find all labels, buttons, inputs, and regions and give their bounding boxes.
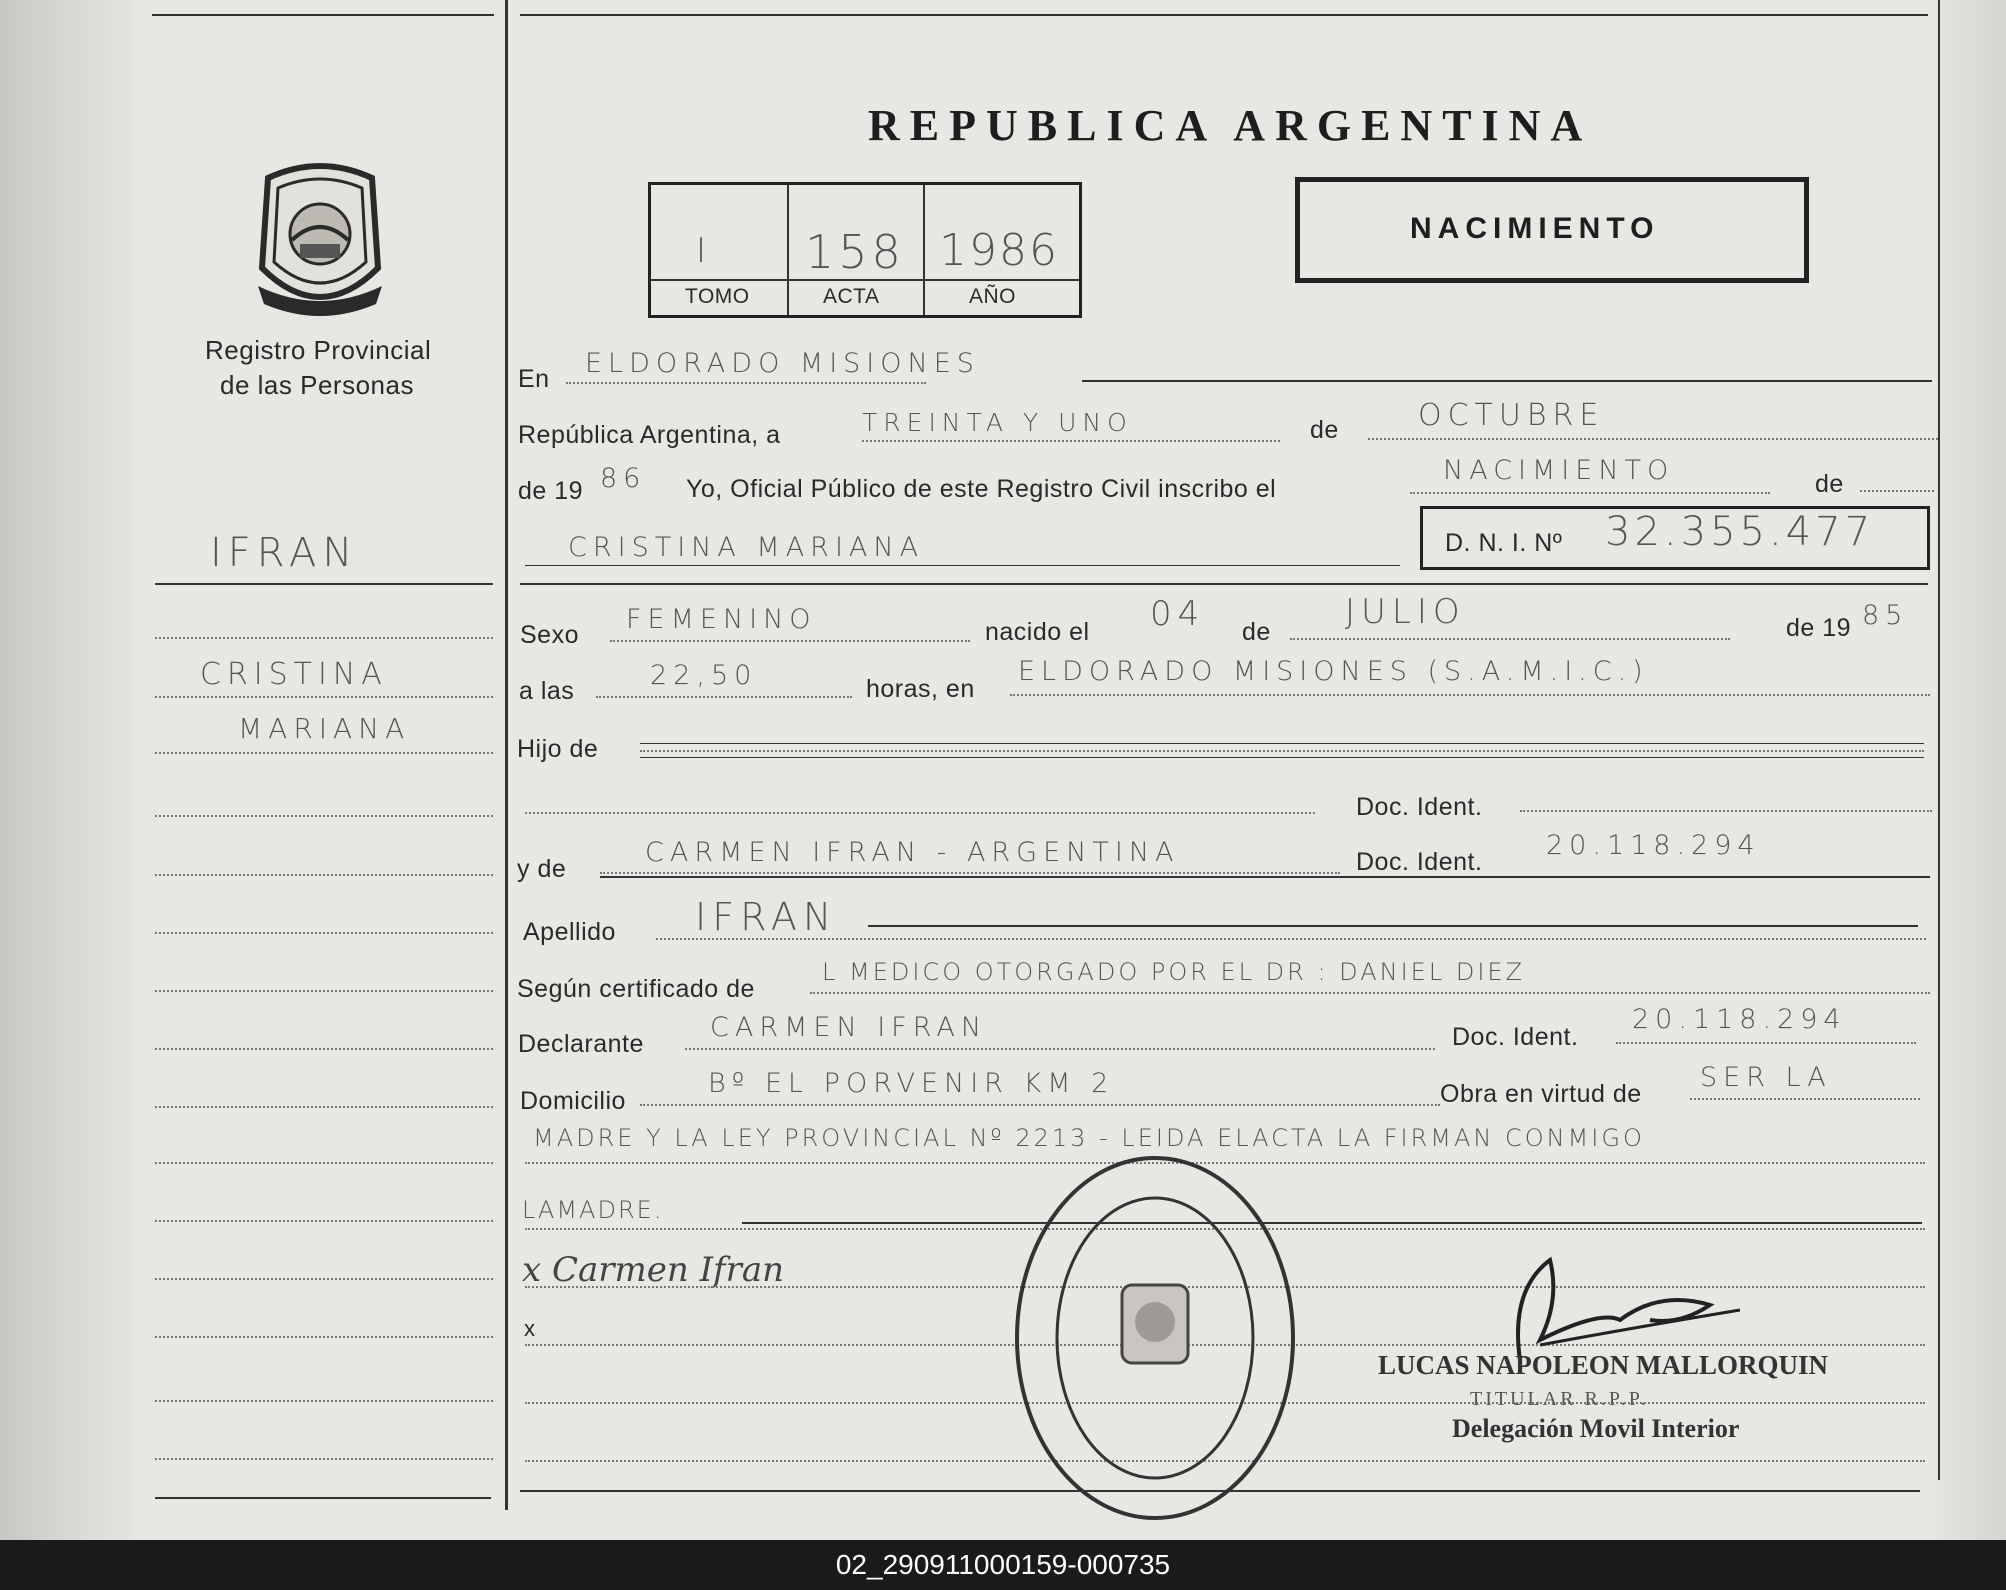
- de-label-2: de: [1815, 470, 1844, 498]
- registry-office-line1: Registro Provincial: [205, 335, 432, 365]
- de19-label-2: de 19: [1786, 614, 1852, 642]
- margin-surname: IFRAN: [210, 530, 359, 576]
- apellido-value: IFRAN: [695, 895, 838, 939]
- binding-gutter: [0, 0, 135, 1540]
- registry-stamp: [1010, 1150, 1300, 1525]
- mother-doc: 20.118.294: [1546, 830, 1761, 861]
- hour-value: 22,50: [650, 660, 758, 691]
- mother-name: CARMEN IFRAN - ARGENTINA: [645, 837, 1180, 868]
- day-value: TREINTA Y UNO: [862, 408, 1133, 437]
- obra-continuation-1: MADRE Y LA LEY PROVINCIAL Nº 2213 - LEIDA ELACTA LA FIRMAN CONMIGO: [533, 1124, 1645, 1152]
- anio-label: AÑO: [969, 285, 1017, 308]
- doc-ident-label-3: Doc. Ident.: [1452, 1023, 1579, 1051]
- oficial-label: Yo, Oficial Público de este Registro Civil inscribo el: [686, 475, 1277, 503]
- dni-box: [1420, 506, 1930, 570]
- segun-label: Según certificado de: [517, 975, 755, 1003]
- de-label-1: de: [1310, 416, 1339, 444]
- sexo-value: FEMENINO: [626, 604, 817, 635]
- apellido-label: Apellido: [523, 918, 616, 946]
- province-seal: [248, 158, 392, 318]
- anio-value: 1986: [939, 225, 1059, 276]
- tomo-label: TOMO: [685, 285, 750, 308]
- doc-ident-label-2: Doc. Ident.: [1356, 848, 1483, 876]
- country-title: REPUBLICA ARGENTINA: [868, 101, 1593, 150]
- doc-ident-label-1: Doc. Ident.: [1356, 793, 1483, 821]
- birth-month: JULIO: [1345, 592, 1466, 632]
- obra-value: SER LA: [1700, 1062, 1832, 1093]
- sexo-label: Sexo: [520, 621, 579, 649]
- de-label-3: de: [1242, 618, 1271, 646]
- official-title: TITULAR R.P.P.: [1470, 1388, 1649, 1410]
- margin-name-1: CRISTINA: [200, 657, 388, 692]
- tomo-value: I: [696, 231, 713, 271]
- de19-label: de 19: [518, 477, 584, 505]
- republica-label: República Argentina, a: [518, 421, 781, 449]
- year-value: 86: [600, 463, 647, 494]
- dni-label: D. N. I. Nº: [1445, 529, 1563, 557]
- domicilio-label: Domicilio: [520, 1087, 626, 1115]
- document-type-box: [1295, 177, 1809, 283]
- dni-value: 32.355.477: [1605, 509, 1875, 555]
- obra-label: Obra en virtud de: [1440, 1080, 1642, 1108]
- mother-signature: x Carmen Ifran: [522, 1250, 785, 1290]
- column-divider: [505, 0, 508, 1510]
- acta-label: ACTA: [823, 285, 880, 308]
- registry-box: [648, 182, 1082, 318]
- obra-continuation-2: LAMADRE.: [522, 1196, 664, 1224]
- margin-name-2: MARIANA: [238, 712, 411, 745]
- official-name: LUCAS NAPOLEON MALLORQUIN: [1378, 1350, 1829, 1380]
- alas-label: a las: [519, 677, 575, 705]
- official-delegation: Delegación Movil Interior: [1452, 1414, 1740, 1443]
- en-label: En: [518, 365, 550, 393]
- document-type-label: NACIMIENTO: [1410, 212, 1660, 245]
- birth-day: 04: [1150, 594, 1206, 634]
- declarante-doc: 20.118.294: [1632, 1004, 1847, 1035]
- person-name: CRISTINA MARIANA: [568, 532, 925, 563]
- place-of-registration: ELDORADO MISIONES: [585, 348, 980, 379]
- month-value: OCTUBRE: [1418, 398, 1605, 433]
- declarante-value: CARMEN IFRAN: [710, 1012, 988, 1043]
- horas-label: horas, en: [866, 675, 975, 703]
- birth-place: ELDORADO MISIONES (S.A.M.I.C.): [1018, 656, 1649, 687]
- certificate-value: L MEDICO OTORGADO POR EL DR : DANIEL DIEZ: [822, 958, 1526, 986]
- registry-office-line2: de las Personas: [220, 370, 414, 400]
- domicilio-value: Bº EL PORVENIR KM 2: [708, 1068, 1115, 1099]
- x-mark: x: [524, 1316, 536, 1341]
- declarante-label: Declarante: [518, 1030, 644, 1058]
- birth-year: 85: [1862, 600, 1909, 631]
- file-id-caption: 02_290911000159-000735: [835, 1549, 1171, 1580]
- yde-label: y de: [517, 855, 567, 883]
- act-type-value: NACIMIENTO: [1443, 455, 1675, 486]
- acta-value: 158: [805, 225, 905, 279]
- hijo-label: Hijo de: [517, 735, 599, 763]
- nacido-label: nacido el: [985, 618, 1090, 646]
- page-edge: [1936, 0, 2006, 1540]
